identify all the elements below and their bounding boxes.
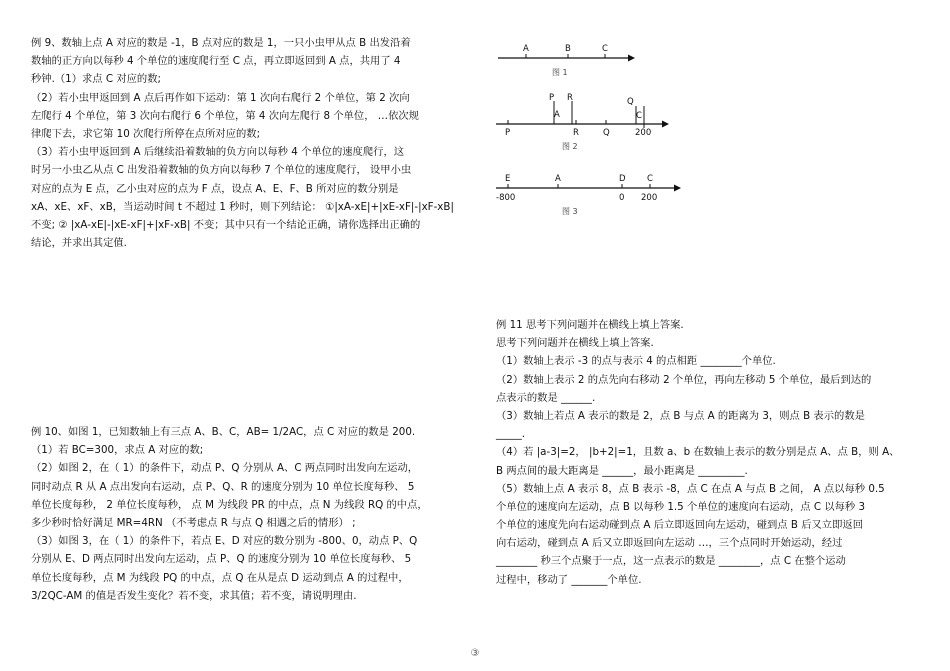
- fig3-caption: 图 3: [562, 207, 578, 216]
- text-line: xA、xE、xF、xB，当运动时间 t 不超过 1 秒时，则下列结论： ①|xA-xE|+|xE-xF|-|xF-xB|: [31, 200, 454, 213]
- text-line: 秒钟.（1）求点 C 对应的数;: [31, 73, 161, 86]
- example-9-text: [31, 34, 454, 252]
- text-line: 个单位的速度向左运动，点 B 以每秒 1.5 个单位的速度向右运动，点 C 以每秒 3: [496, 500, 865, 513]
- fig3-label-c: C: [647, 174, 653, 184]
- text-line: （4）若 |a-3|=2， |b+2|=1，且数 a、b 在数轴上表示的数分别是点 A、点 B，则 A、: [496, 446, 900, 459]
- fig1-label-b: B: [565, 44, 571, 54]
- fig2-caption: 图 2: [562, 142, 578, 151]
- figure-1: [494, 38, 638, 80]
- figure-2: [494, 86, 672, 154]
- text-line: 例 11 思考下列问题并在横线上填上答案.: [496, 319, 684, 331]
- fig2-label-c: C: [636, 111, 642, 121]
- text-line: 同时动点 R 从 A 点出发向右运动，点 P、Q、R 的速度分别为 10 单位长度每秒、 5: [31, 480, 415, 493]
- text-line: 分别从 E、D 两点同时出发向左运动，点 P、Q 的速度分别为 10 单位长度每秒、 5: [31, 553, 412, 566]
- text-line: 思考下列问题并在横线上填上答案.: [496, 337, 654, 350]
- text-line: ________ 秒三个点聚于一点，这一点表示的数是 ________，点 C 在整个运动: [496, 555, 846, 568]
- text-line: 过程中，移动了 _______个单位.: [496, 573, 642, 586]
- text-line: （3）数轴上若点 A 表示的数是 2，点 B 与点 A 的距离为 3，则点 B 表示的数是: [496, 409, 865, 422]
- text-line: 时另一小虫乙从点 C 出发沿着数轴的负方向以每秒 7 个单位的速度爬行， 设甲小虫: [31, 164, 412, 177]
- text-line: _____.: [496, 428, 526, 441]
- fig1-label-c: C: [602, 44, 608, 54]
- text-line: B 两点间的最大距离是 ______，最小距离是 _________.: [496, 464, 748, 477]
- text-line: （2）如图 2，在（ 1）的条件下，动点 P、Q 分别从 A、C 两点同时出发向左运动，: [31, 462, 419, 475]
- fig1-caption: 图 1: [552, 68, 568, 77]
- fig2-label-q-top: Q: [627, 97, 634, 107]
- text-line: 多少秒时恰好满足 MR=4RN （不考虑点 R 与点 Q 相遇之后的情形） ;: [31, 516, 356, 529]
- example-10-text: [31, 423, 428, 605]
- text-line: 例 9、数轴上点 A 对应的数是 -1，B 点对应的数是 1，一只小虫甲从点 B 出发沿着: [31, 37, 411, 49]
- text-line: 结论，并求出其定值.: [31, 237, 127, 250]
- text-line: 单位长度每秒，点 M 为线段 PQ 的中点，点 Q 在从是点 D 运动到点 A 的过程中，: [31, 571, 409, 584]
- fig1-label-a: A: [523, 44, 529, 54]
- text-line: （3）若小虫甲返回到 A 后继续沿着数轴的负方向以每秒 4 个单位的速度爬行，这: [31, 146, 405, 159]
- fig3-label-minus-800: -800: [496, 193, 516, 203]
- fig3-label-200: 200: [641, 193, 658, 203]
- fig2-label-a: A: [554, 110, 560, 120]
- fig2-label-r-top: R: [567, 93, 573, 103]
- text-line: （1）数轴上表示 -3 的点与表示 4 的点相距 ________个单位.: [496, 355, 776, 368]
- text-line: 个单位的速度先向右运动碰到点 A 后立即返回向左运动，碰到点 B 后又立即返回: [496, 519, 863, 532]
- text-line: （5）数轴上点 A 表示 8，点 B 表示 -8，点 C 在点 A 与点 B 之间， A 点以每秒 0.5: [496, 482, 885, 495]
- text-line: （2）数轴上表示 2 的点先向右移动 2 个单位，再向左移动 5 个单位，最后到达的: [496, 373, 872, 386]
- fig2-label-r: R: [573, 128, 579, 138]
- example-11-text: [496, 316, 899, 589]
- text-line: 数轴的正方向以每秒 4 个单位的速度爬行至 C 点，再立即返回到 A 点，共用了 4: [31, 55, 401, 68]
- text-line: 向右运动，碰到点 A 后又立即返回向左运动 …，三个点同时开始运动，经过: [496, 537, 843, 550]
- figure-3: [494, 163, 684, 219]
- text-line: 点表示的数是 ______.: [496, 391, 596, 404]
- fig3-label-e: E: [505, 174, 511, 184]
- text-line: 左爬行 4 个单位，第 3 次向右爬行 6 个单位，第 4 次向左爬行 8 个单位， …依次规: [31, 109, 419, 122]
- text-line: （3）如图 3，在（ 1）的条件下，若点 E、D 对应的数分别为 -800、0，动点 P、Q: [31, 535, 418, 548]
- fig2-label-p-top: P: [549, 93, 555, 103]
- fig2-label-200: 200: [635, 128, 652, 138]
- page-number: ③: [470, 648, 480, 659]
- fig3-label-d: D: [619, 174, 626, 184]
- fig3-label-0: 0: [619, 193, 625, 203]
- text-line: （2）若小虫甲返回到 A 点后再作如下运动：第 1 次向右爬行 2 个单位，第 2 次向: [31, 91, 410, 104]
- text-line: 3/2QC-AM 的值是否发生变化？若不变，求其值；若不变，请说明理由.: [31, 589, 357, 602]
- text-line: 单位长度每秒， 2 单位长度每秒， 点 M 为线段 PR 的中点，点 N 为线段 RQ 的中点，: [31, 498, 428, 511]
- fig3-label-a: A: [555, 174, 561, 184]
- text-line: （1）若 BC=300，求点 A 对应的数;: [31, 444, 204, 457]
- text-line: 对应的点为 E 点，乙小虫对应的点为 F 点，设点 A、E、F、B 所对应的数分别是: [31, 182, 399, 195]
- fig2-label-q: Q: [603, 128, 610, 138]
- text-line: 例 10、如图 1，已知数轴上有三点 A、B、C，AB= 1/2AC，点 C 对应的数是 200.: [31, 426, 416, 438]
- fig2-label-p: P: [505, 128, 511, 138]
- text-line: 不变; ② |xA-xE|-|xE-xF|+|xF-xB| 不变；其中只有一个结论正确，请你选择出正确的: [31, 218, 421, 231]
- text-line: 律爬下去，求它第 10 次爬行所停在点所对应的数;: [31, 127, 261, 140]
